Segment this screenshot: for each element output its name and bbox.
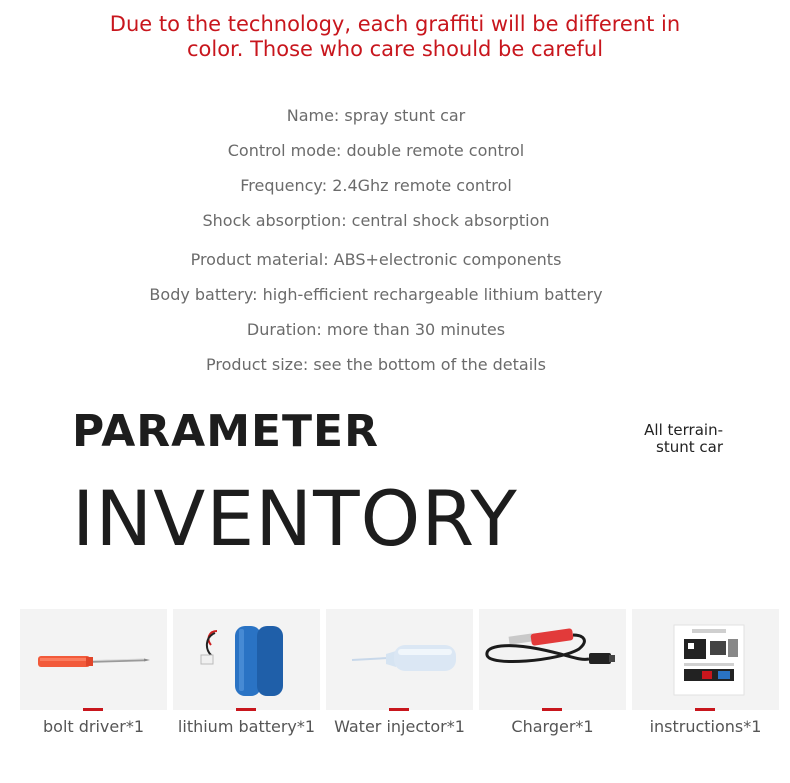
color-notice — [0, 12, 790, 62]
inventory-heading: INVENTORY — [72, 474, 518, 563]
screwdriver-icon — [20, 609, 167, 710]
inventory-tile — [479, 609, 626, 710]
spec-size: Product size: see the bottom of the details — [206, 355, 546, 374]
inventory-tile — [632, 609, 779, 710]
spec-frequency: Frequency: 2.4Ghz remote control — [240, 176, 512, 195]
inventory-tile — [326, 609, 473, 710]
spec-battery: Body battery: high-efficient rechargeable lithium battery — [149, 285, 603, 304]
inventory-label: lithium battery*1 — [177, 717, 316, 736]
tagline — [644, 422, 723, 456]
color-notice-line2: color. Those who care should be careful — [186, 37, 604, 61]
spec-name: Name: spray stunt car — [286, 106, 466, 125]
tagline-line2: stunt car — [656, 438, 723, 456]
inventory-label: instructions*1 — [649, 717, 762, 736]
color-notice-line1: Due to the technology, each graffiti will be different in — [109, 12, 681, 36]
tagline-line1: All terrain- — [644, 421, 723, 439]
spec-duration: Duration: more than 30 minutes — [246, 320, 506, 339]
parameter-heading: PARAMETER — [72, 406, 379, 457]
spec-list — [0, 104, 752, 388]
inventory-item-charger — [479, 609, 626, 736]
inventory-label: Charger*1 — [511, 717, 594, 736]
accent-bar — [236, 708, 256, 711]
accent-bar — [83, 708, 103, 711]
accent-bar — [389, 708, 409, 711]
inventory-label: Water injector*1 — [334, 717, 465, 736]
inventory-item-lithium-battery — [173, 609, 320, 736]
battery-icon — [173, 609, 320, 710]
spec-control-mode: Control mode: double remote control — [227, 141, 525, 160]
inventory-tile — [20, 609, 167, 710]
inventory-label: bolt driver*1 — [43, 717, 144, 736]
spec-material: Product material: ABS+electronic components — [190, 250, 562, 269]
inventory-item-bolt-driver — [20, 609, 167, 736]
spec-shock-absorption: Shock absorption: central shock absorption — [202, 211, 550, 230]
usb-charger-icon — [479, 609, 626, 710]
instructions-icon — [632, 609, 779, 710]
inventory-list — [20, 609, 780, 736]
accent-bar — [695, 708, 715, 711]
water-injector-icon — [326, 609, 473, 710]
accent-bar — [542, 708, 562, 711]
inventory-tile — [173, 609, 320, 710]
inventory-item-instructions — [632, 609, 779, 736]
inventory-item-water-injector — [326, 609, 473, 736]
